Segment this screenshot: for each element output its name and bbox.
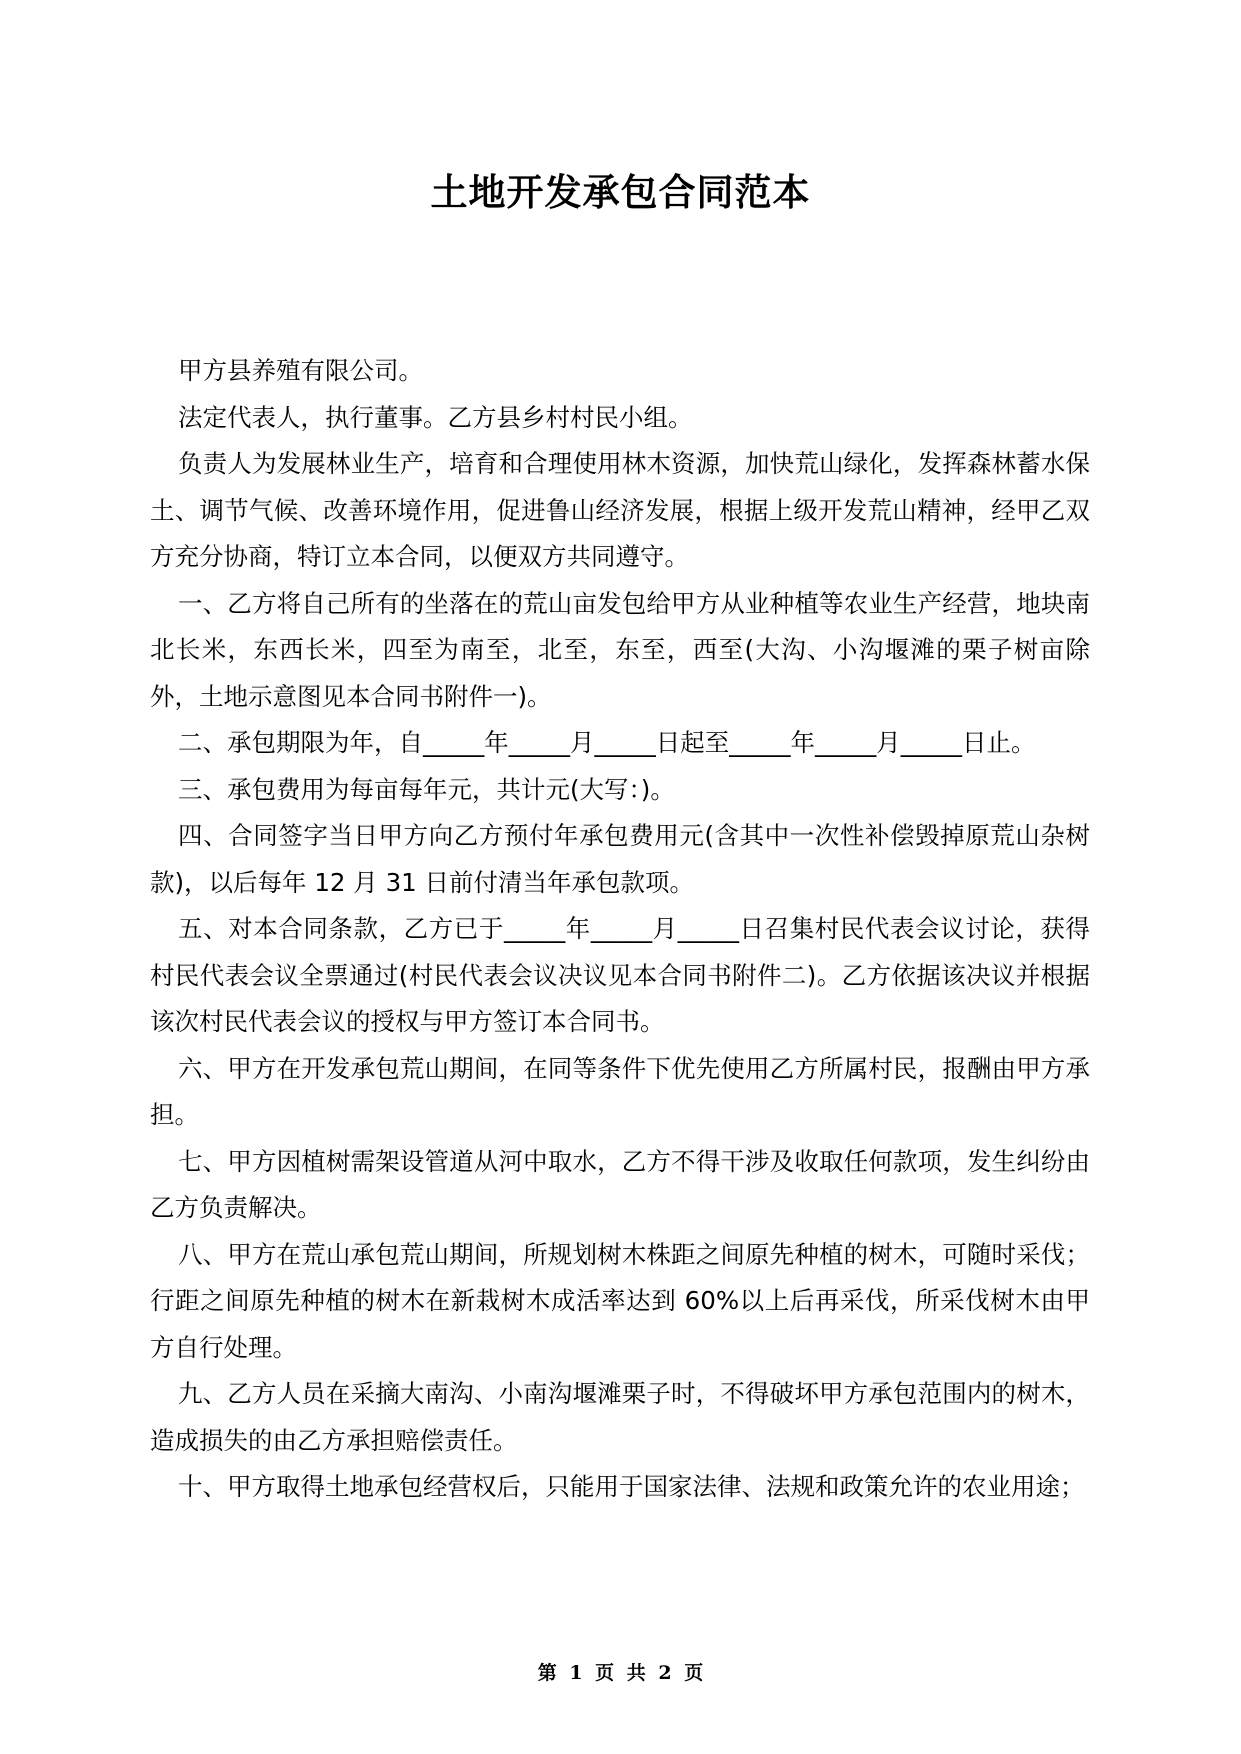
- paragraph-clause-1: 一、乙方将自己所有的坐落在的荒山亩发包给甲方从业种植等农业生产经营，地块南北长米，东西长米，四至为南至，北至，东至，西至(大沟、小沟堰滩的栗子树亩除外，土地示意图见本合同书附件一)。: [150, 588, 1090, 711]
- page-number-footer: 第 1 页 共 2 页: [537, 1662, 704, 1684]
- paragraph-clause-5: 五、对本合同条款，乙方已于_____年_____月_____日召集村民代表会议讨论，获得村民代表会议全票通过(村民代表会议决议见本合同书附件二)。乙方依据该决议并根据该次村民代表会议的授权与甲方签订本合同书。: [150, 914, 1090, 1036]
- paragraph-representative: 法定代表人，执行董事。乙方县乡村村民小组。: [178, 402, 693, 432]
- paragraph-party-a: 甲方县养殖有限公司。: [178, 356, 423, 385]
- document-title: 土地开发承包合同范本: [430, 171, 811, 214]
- paragraph-clause-8: 八、甲方在荒山承包荒山期间，所规划树木株距之间原先种植的树木，可随时采伐；行距之间原先种植的树木在新栽树木成活率达到 60%以上后再采伐，所采伐树木由甲方自行处理。: [150, 1239, 1090, 1362]
- paragraph-clause-9: 九、乙方人员在采摘大南沟、小南沟堰滩栗子时，不得破坏甲方承包范围内的树木，造成损失的由乙方承担赔偿责任。: [150, 1379, 1090, 1455]
- paragraph-clause-10: 十、甲方取得土地承包经营权后，只能用于国家法律、法规和政策允许的农业用途；: [178, 1472, 1085, 1501]
- paragraph-clause-7: 七、甲方因植树需架设管道从河中取水，乙方不得干涉及收取任何款项，发生纠纷由乙方负责解决。: [150, 1146, 1090, 1222]
- paragraph-clause-3: 三、承包费用为每亩每年元，共计元(大写：)。: [178, 774, 675, 804]
- paragraph-preamble: 负责人为发展林业生产，培育和合理使用林木资源，加快荒山绿化，发挥森林蓄水保土、调节气候、改善环境作用，促进鲁山经济发展，根据上级开发荒山精神，经甲乙双方充分协商，特订立本合同，以便双方共同遵守。: [150, 449, 1090, 571]
- paragraph-clause-6: 六、甲方在开发承包荒山期间，在同等条件下优先使用乙方所属村民，报酬由甲方承担。: [150, 1053, 1090, 1129]
- paragraph-clause-4: 四、合同签字当日甲方向乙方预付年承包费用元(含其中一次性补偿毁掉原荒山杂树款)，以后每年 12 月 31 日前付清当年承包款项。: [150, 821, 1090, 897]
- paragraph-clause-2: 二、承包期限为年，自_____年_____月_____日起至_____年_____月_____日止。: [178, 728, 1036, 757]
- document-body: [150, 348, 1090, 1511]
